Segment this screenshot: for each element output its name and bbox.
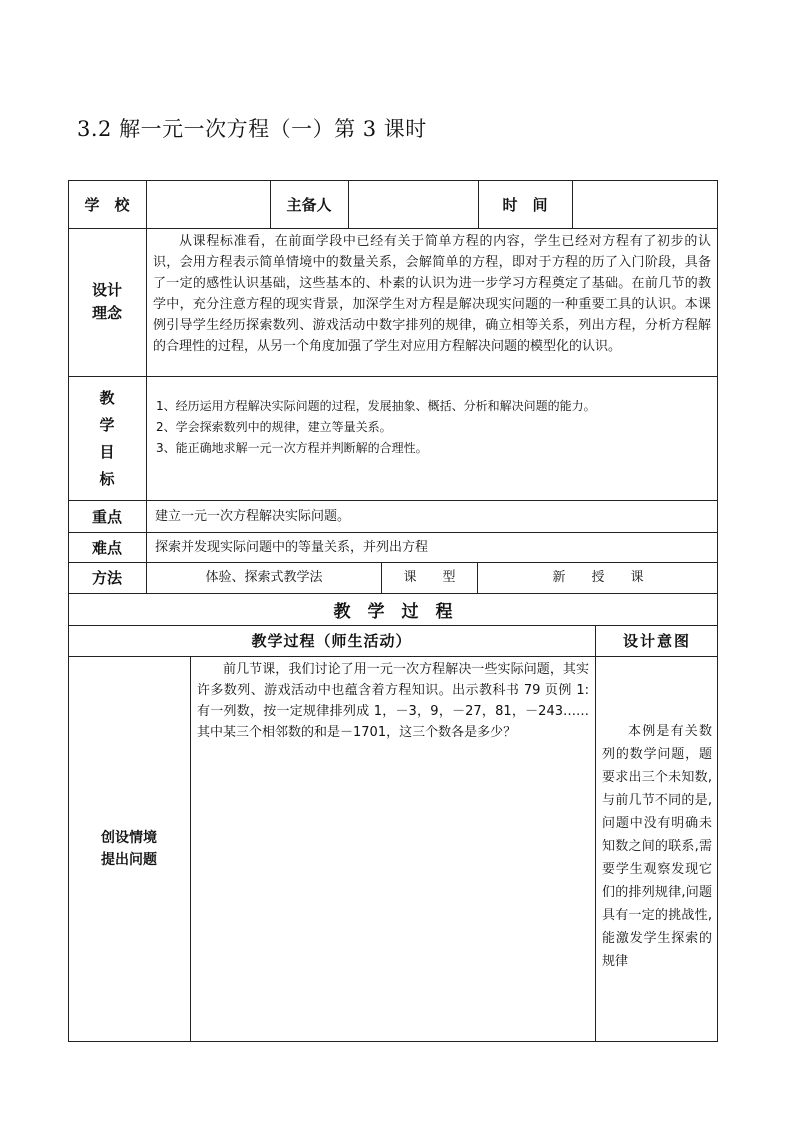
design-concept-text: 从课程标准看，在前面学段中已经有关于简单方程的内容，学生已经对方程有了初步的认识，会用方程表示简单情境中的数量关系，会解简单的方程，即对于方程的历了入门阶段，具备了一定的感性认识基础，这些基本的、朴素的认识为进一步学习方程奠定了基础。在前几节的教学中，充分注意方程的现实背景，加深学生对方程是解决现实问题的一种重要工具的认识。本课例引导学生经历探索数列、游戏活动中数字排列的规律，确立相等关系，列出方程，分析方程解的合理性的过程，从另一个角度加强了学生对应用方程解决问题的模型化的认识。 <box>153 234 711 354</box>
row-divider <box>68 376 718 377</box>
preparer-field[interactable] <box>349 181 477 227</box>
school-field[interactable] <box>147 181 269 227</box>
page-title: 3.2 解一元一次方程（一）第 3 课时 <box>77 117 427 141</box>
col-divider <box>190 656 191 1042</box>
lesson-type-label: 课 型 <box>403 569 456 585</box>
lesson-type-value: 新 授 课 <box>552 569 644 585</box>
method-text: 体验、探索式教学法 <box>205 569 323 585</box>
col-divider <box>595 625 596 1042</box>
time-field[interactable] <box>573 181 717 227</box>
process-main-header: 教学过程（师生活动） <box>251 632 412 650</box>
goal-item: 1、经历运用方程解决实际问题的过程，发展抽象、概括、分析和解决问题的能力。 <box>156 399 596 413</box>
row-divider <box>68 532 718 533</box>
goals-label-char: 目 <box>99 443 115 461</box>
goals-list <box>156 396 711 459</box>
goal-item: 3、能正确地求解一元一次方程并判断解的合理性。 <box>156 441 428 455</box>
goals-label-char: 学 <box>99 416 115 434</box>
goals-label-char: 标 <box>99 470 115 488</box>
stage-label-line1: 创设情境 <box>101 830 157 846</box>
process-intent-header: 设计意图 <box>622 632 691 650</box>
goals-label <box>68 380 146 498</box>
design-concept-label <box>68 228 146 376</box>
stage-intent: 本例是有关数列的数学问题，题要求出三个未知数,与前几节不同的是,问题中没有明确未知数之间的联系,需要学生观察发现它们的排列规律,问题具有一定的挑战性,能激发学生探索的规律 <box>602 724 712 969</box>
col-divider <box>146 180 147 593</box>
goal-item: 2、学会探索数列中的规律，建立等量关系。 <box>156 420 392 434</box>
design-concept-label-line2: 理念 <box>91 304 122 322</box>
key-point-label: 重点 <box>91 507 122 526</box>
stage-content: 前几节课，我们讨论了用一元一次方程解决一些实际问题，其实许多数列、游戏活动中也蕴含着方程知识。出示教科书 79 页例 1:有一列数，按一定规律排列成 1，－3，9，－27，81，－243……其中某三个相邻数的和是－1701，这三个数各是多少？ <box>197 662 589 740</box>
goals-label-char: 教 <box>99 389 115 407</box>
process-heading: 教 学 过 程 <box>333 601 453 622</box>
row-divider <box>68 500 718 501</box>
time-label: 时 间 <box>502 195 548 214</box>
difficulty-label: 难点 <box>91 538 122 557</box>
preparer-label: 主备人 <box>286 195 332 214</box>
row-divider <box>68 228 718 229</box>
key-point-text: 建立一元一次方程解决实际问题。 <box>155 509 351 524</box>
school-label: 学 校 <box>84 195 130 214</box>
stage-label-line2: 提出问题 <box>101 852 157 868</box>
design-concept-label-line1: 设计 <box>91 281 122 299</box>
stage-label <box>68 656 190 1042</box>
difficulty-text: 探索并发现实际问题中的等量关系，并列出方程 <box>155 540 429 555</box>
method-label: 方法 <box>91 569 122 587</box>
